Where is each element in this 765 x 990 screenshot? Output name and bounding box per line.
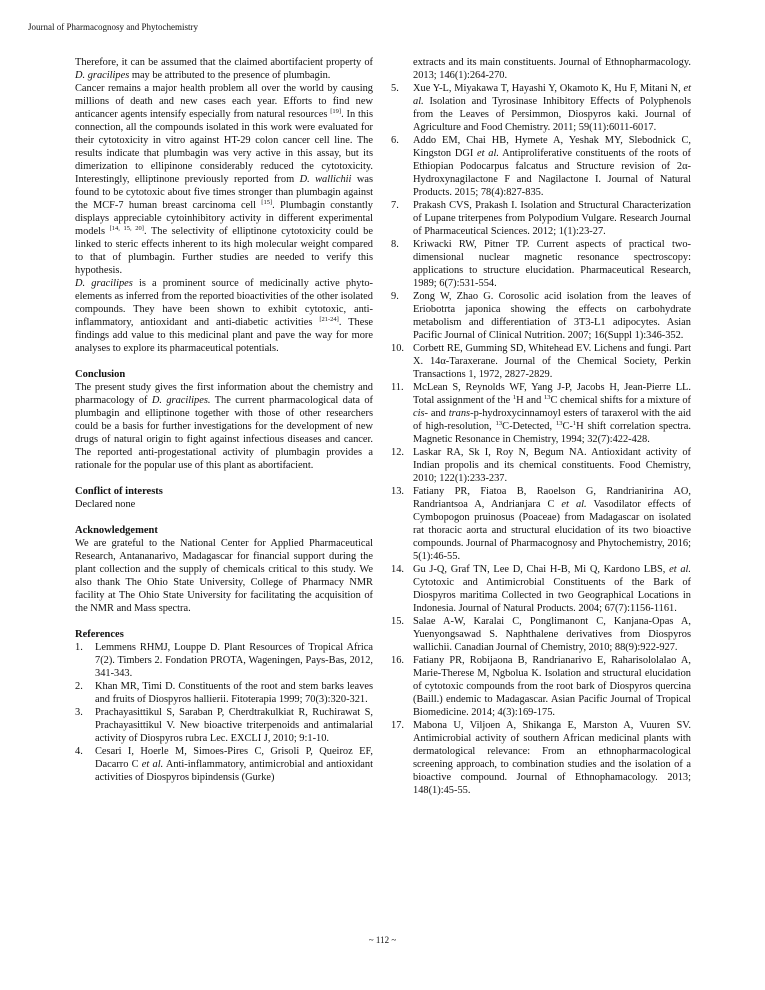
citation: [15] [261, 199, 273, 206]
conflict-text: Declared none [75, 499, 136, 510]
reference-item: 4. Cesari I, Hoerle M, Simoes-Pires C, Grisoli P, Queiroz EF, Dacarro C et al. Anti-inflammatory, antimicrobial and antioxidant activities of Diospyros bipindensis (Gurke) [75, 746, 373, 783]
reference-item: 6. Addo EM, Chai HB, Hymete A, Yeshak MY, Slebodnick C, Kingston DGI et al. Antiproliferative constituents of the roots of Ethiopian Podocarpus falcatus and Structure revision of 2α-Hydroxynagilactone F and Nagilactone I. Journal of Natural Products. 2015; 78(4):827-835. [391, 135, 692, 198]
acknowledgement-text: We are grateful to the National Center for Applied Pharmaceutical Research, Antananarivo, Madagascar for financial support during the plant collection and the supply of chemicals critical to this study. We also thank The Ohio State University, College of Pharmacy NMR facility at The Ohio State University for facilitating the acquisition of the NMR and Mass spectra. [75, 538, 373, 614]
references-heading: References [75, 629, 124, 640]
conclusion-text: The present study gives the first information about the chemistry and pharmacology of D. gracilipes. The current pharmacological data of plumbagin and elliptinone together with those of other researchers could be a basis for further investigations for the development of new drugs of natural origin to fight against infectious diseases and cancer. The reported anti-progestational activity of plumbagin provides a rationale for the popular use of this plant as abortifacient. [75, 382, 373, 471]
reference-item: 15. Salae A-W, Karalai C, Ponglimanont C, Kanjana-Opas A, Yuenyongsawad S. Naphthalene derivatives from Diospyros wallichii. Canadian Journal of Chemistry, 2010; 88(9):922-927. [391, 616, 691, 653]
reference-item: 9. Zong W, Zhao G. Corosolic acid isolation from the leaves of Eriobotrta japonica showing the effects on carbohydrate metabolism and differentiation of 3T3-L1 adipocytes. Asian Pacific Journal of Clinical Nutrition. 2007; 16(Suppl 1):346-352. [391, 291, 691, 341]
reference-item: 16. Fatiany PR, Robijaona B, Randrianarivo E, Raharisololalao A, Marie-Therese M, Ngbolua K. Isolation and structural elucidation of cytotoxic compounds from the root bark of Diospyros quercina (Baill.) endemic to Madagascar. Asian Pacific Journal of Tropical Biomedicine. 2014; 4(3):169-175. [391, 655, 691, 718]
citation: [19] [330, 108, 342, 115]
reference-item: 14. Gu J-Q, Graf TN, Lee D, Chai H-B, Mi Q, Kardono LBS, et al. Cytotoxic and Antimicrobial Constituents of the Bark of Diospyros maritima Collected in two Geographical Locations in Indonesia. Journal of Natural Products. 2004; 67(7):1156-1161. [391, 564, 691, 614]
reference-item: 5. Xue Y-L, Miyakawa T, Hayashi Y, Okamoto K, Hu F, Mitani N, et al. Isolation and Tyrosinase Inhibitory Effects of Polyphenols from the Leaves of Persimmon, Diospyros kaki. Journal of Agriculture and Food Chemistry. 2011; 59(11):6011-6017. [391, 83, 691, 133]
reference-item: 7. Prakash CVS, Prakash I. Isolation and Structural Characterization of Lupane triterpenes from Polypodium Vulgare. Research Journal of Pharmaceutical Sciences. 2012; 1(1):23-27. [391, 200, 691, 237]
reference-item: 12. Laskar RA, Sk I, Roy N, Begum NA. Antioxidant activity of Indian propolis and its chemical constituents. Food Chemistry, 2010; 122(1):233-237. [391, 447, 691, 484]
reference-item: 13. Fatiany PR, Fiatoa B, Raoelson G, Randrianirina AO, Randriantsoa A, Andrianjara C et al. Vasodilator effects of Cymbopogon pruinosus (Poaceae) from Madagascar on isolated rat thoracic aorta and structural elucidation of its two bioactive compounds. Journal of Pharmacognosy and Phytochemistry, 2016; 5(1):46-55. [391, 486, 691, 562]
reference-item: 3. Prachayasittikul S, Saraban P, Cherdtrakulkiat R, Ruchirawat S, Prachayasittikul V. New bioactive triterpenoids and antimalarial activity of Diospyros rubra Lec. EXCLI J, 2010; 9:1-10. [75, 707, 373, 744]
reference-item: 8. Kriwacki RW, Pitner TP. Current aspects of practical two-dimensional nuclear magnetic resonance spectroscopy: applications to structure elucidation. Pharmaceutical Research, 1989; 6(7):531-554. [391, 239, 691, 289]
citation: [21-24] [319, 316, 339, 323]
journal-header: Journal of Pharmacognosy and Phytochemistry [28, 22, 198, 32]
reference-item: 1. Lemmens RHMJ, Louppe D. Plant Resources of Tropical Africa 7(2). Timbers 2. Fondation PROTA, Wageningen, Pays-Bas, 2012, 341-343. [75, 642, 373, 679]
paragraph: Therefore, it can be assumed that the claimed abortifacient property of D. gracilipes may be attributed to the presence of plumbagin. [75, 57, 373, 81]
paragraph: Cancer remains a major health problem all over the world by causing millions of death and new cases each year. Efforts to find new anticancer agents intensify especially from natural resources [19]. In this connection, all the compounds isolated in this work were evaluated for their cytotoxicity in vitro against HT-29 colon cancer cell line. The results indicate that plumbagin was very active in this assay, but its dimerization to ellipinone considerably reduced the cytotoxicity. Interestingly, elliptinone previously reported from D. wallichii was found to be cytotoxic about five times stronger than plumbagin against the MCF-7 human breast carcinoma cell [15]. Plumbagin constantly displays appreciable cytoinhibitory activity in different experimental models [14, 15, 20]. The selectivity of elliptinone cytotoxicity could be linked to steric effects inherent to its high molecular weight compared to that of plumbagin. Further studies are needed to verify this hypothesis. [75, 83, 373, 276]
reference-item: extracts and its main constituents. Journal of Ethnopharmacology. 2013; 146(1):264-270. [413, 57, 691, 81]
conflict-heading: Conflict of interests [75, 486, 163, 497]
right-column [391, 56, 691, 797]
reference-item: 10. Corbett RE, Gumming SD, Whitehead EV. Lichens and fungi. Part X. 14α-Taraxerane. Journal of the Chemical Society, Perkin Transactions 1, 1972, 2827-2829. [391, 343, 691, 380]
reference-item: 2. Khan MR, Timi D. Constituents of the root and stem barks leaves and fruits of Diospyros hallierii. Fitoterapia 1999; 70(3):320-321. [75, 681, 373, 705]
page-number: ~ 112 ~ [368, 935, 397, 945]
paragraph: D. gracilipes is a prominent source of medicinally active phyto-elements as inferred from the reported bioactivities of the other isolated compounds. They have been shown to exhibit cytotoxic, anti-inflammatory, antioxidant and anti-diabetic activities [21-24]. These findings add value to this medicinal plant and pave the way for more analyses to explore its pharmaceutical potentials. [75, 278, 373, 354]
acknowledgement-heading: Acknowledgement [75, 525, 158, 536]
reference-item: 17. Mabona U, Viljoen A, Shikanga E, Marston A, Vuuren SV. Antimicrobial activity of southern African medicinal plants with dermatological relevance: From an ethnopharmacological screening approach, to combination studies and the isolation of a bioactive compound. Journal of Ethnophamacology. 2013; 148(1):45-55. [391, 720, 691, 796]
reference-list [75, 641, 373, 784]
citation: [14, 15, 20] [109, 225, 144, 232]
reference-item: 11. McLean S, Reynolds WF, Yang J-P, Jacobs H, Jean-Pierre LL. Total assignment of the $^1$H and $^{13}$C chemical shifts for a mixture of cis- and trans-p-hydroxycinnamoyl esters of taraxerol with the aid of high-resolution, $^{13}$C-Detected, $^{13}$C-$^1$H shift correlation spectra. Magnetic Resonance in Chemistry, 1994; 32(7):422-428. [391, 382, 692, 445]
reference-list-continued [391, 56, 691, 797]
left-column [75, 56, 373, 784]
conclusion-heading: Conclusion [75, 369, 126, 380]
